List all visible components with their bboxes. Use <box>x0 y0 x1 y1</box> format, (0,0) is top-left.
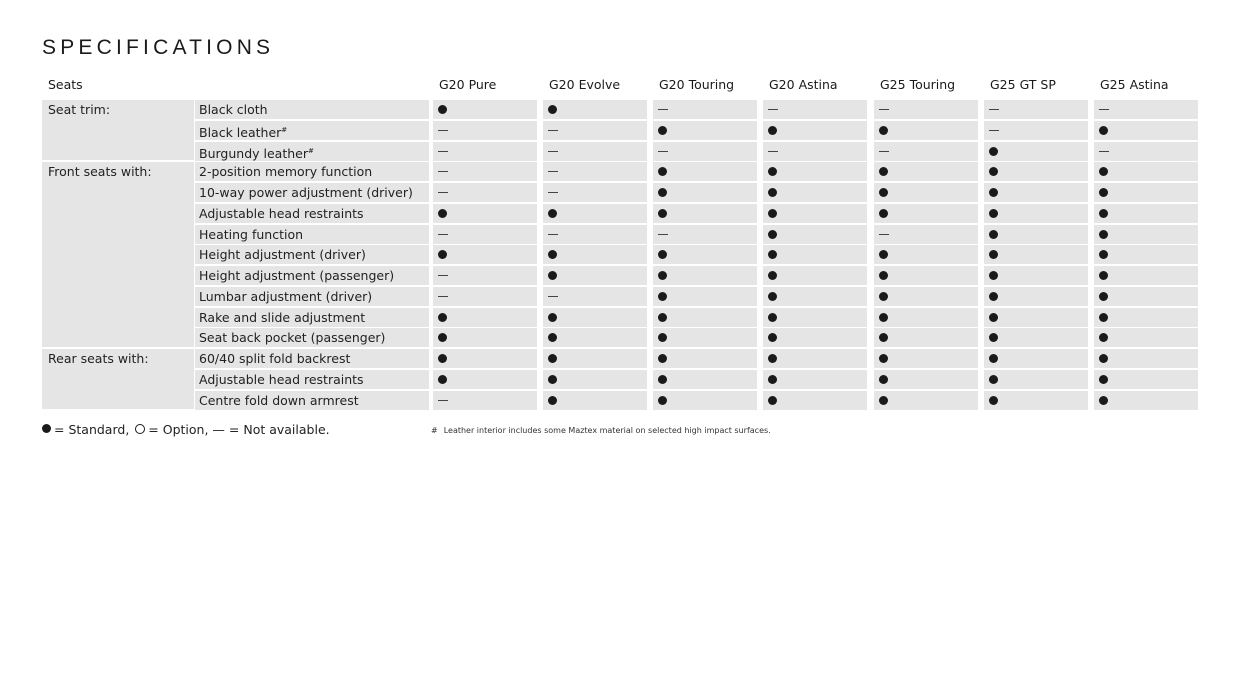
standard-dot-icon <box>768 230 777 239</box>
value-cell <box>653 391 757 410</box>
column-header: G20 Astina <box>769 77 838 92</box>
not-available-dash-icon <box>658 151 668 152</box>
column-header: G20 Evolve <box>549 77 621 92</box>
value-cell <box>433 308 537 327</box>
value-cell <box>763 183 867 202</box>
not-available-dash-icon <box>1099 109 1109 110</box>
footnote <box>431 425 771 437</box>
legend-na-symbol: — <box>212 422 225 437</box>
standard-dot-icon <box>548 209 557 218</box>
table-row <box>42 328 1204 347</box>
table-row <box>42 287 1204 306</box>
legend-standard: = Standard, <box>54 422 130 437</box>
value-cell <box>874 287 978 306</box>
standard-dot-icon <box>879 209 888 218</box>
not-available-dash-icon <box>548 234 558 235</box>
value-cell <box>1094 121 1198 140</box>
standard-dot-icon <box>658 188 667 197</box>
standard-dot-icon <box>989 250 998 259</box>
standard-dot-icon <box>1099 209 1108 218</box>
value-cell <box>874 204 978 223</box>
column-header: G20 Touring <box>659 77 735 92</box>
not-available-dash-icon <box>438 275 448 276</box>
value-cell <box>874 162 978 181</box>
not-available-dash-icon <box>768 109 778 110</box>
table-row <box>42 121 1204 140</box>
standard-dot-icon <box>879 126 888 135</box>
value-cell <box>433 100 537 119</box>
value-cell <box>1094 225 1198 244</box>
value-cell <box>1094 370 1198 389</box>
value-cell <box>763 308 867 327</box>
value-cell <box>984 266 1088 285</box>
value-cell <box>763 100 867 119</box>
value-cell <box>1094 308 1198 327</box>
table-row <box>42 204 1204 223</box>
standard-dot-icon <box>768 333 777 342</box>
value-cell <box>653 308 757 327</box>
footnote-mark: # <box>431 426 438 435</box>
standard-dot-icon <box>1099 375 1108 384</box>
value-cell <box>653 183 757 202</box>
standard-dot-icon <box>548 250 557 259</box>
table-row <box>42 142 1204 161</box>
standard-dot-icon <box>658 167 667 176</box>
value-cell <box>984 349 1088 368</box>
value-cell <box>543 370 647 389</box>
value-cell <box>543 162 647 181</box>
value-cell <box>763 225 867 244</box>
not-available-dash-icon <box>989 130 999 131</box>
standard-dot-icon <box>1099 354 1108 363</box>
standard-dot-icon <box>768 313 777 322</box>
value-cell <box>984 204 1088 223</box>
value-cell <box>653 266 757 285</box>
value-cell <box>874 349 978 368</box>
value-cell <box>984 100 1088 119</box>
value-cell <box>763 391 867 410</box>
standard-dot-icon <box>768 375 777 384</box>
standard-dot-icon <box>768 209 777 218</box>
standard-dot-icon <box>548 333 557 342</box>
column-header: G20 Pure <box>439 77 497 92</box>
value-cell <box>874 225 978 244</box>
table-header <box>42 76 1204 96</box>
not-available-dash-icon <box>548 130 558 131</box>
not-available-dash-icon <box>548 192 558 193</box>
value-cell <box>653 162 757 181</box>
standard-dot-icon <box>658 126 667 135</box>
standard-dot-icon <box>989 209 998 218</box>
standard-dot-icon <box>658 396 667 405</box>
standard-dot-icon <box>658 271 667 280</box>
not-available-dash-icon <box>879 151 889 152</box>
feature-label: Seat back pocket (passenger) <box>199 330 386 345</box>
standard-dot-icon <box>989 188 998 197</box>
value-cell <box>653 245 757 264</box>
standard-dot-icon <box>879 188 888 197</box>
standard-dot-icon <box>658 209 667 218</box>
standard-dot-icon <box>548 396 557 405</box>
standard-dot-icon <box>989 271 998 280</box>
standard-dot-icon <box>989 313 998 322</box>
table-row <box>42 162 1204 181</box>
group-label: Front seats with: <box>48 164 152 179</box>
feature-label: 10-way power adjustment (driver) <box>199 185 413 200</box>
value-cell <box>653 328 757 347</box>
standard-dot-icon <box>989 147 998 156</box>
value-cell <box>1094 391 1198 410</box>
feature-label: Centre fold down armrest <box>199 393 359 408</box>
value-cell <box>874 391 978 410</box>
standard-dot-icon <box>879 292 888 301</box>
not-available-dash-icon <box>438 171 448 172</box>
value-cell <box>763 370 867 389</box>
value-cell <box>984 121 1088 140</box>
standard-dot-icon <box>548 375 557 384</box>
value-cell <box>984 183 1088 202</box>
value-cell <box>763 328 867 347</box>
value-cell <box>763 287 867 306</box>
table-row <box>42 370 1204 389</box>
value-cell <box>543 287 647 306</box>
standard-dot-icon <box>768 271 777 280</box>
value-cell <box>874 328 978 347</box>
feature-label: 2-position memory function <box>199 164 373 179</box>
not-available-dash-icon <box>438 130 448 131</box>
standard-dot-icon <box>658 313 667 322</box>
feature-label: Adjustable head restraints <box>199 372 364 387</box>
legend-option: = Option, <box>148 422 209 437</box>
standard-dot-icon <box>658 250 667 259</box>
value-cell <box>984 287 1088 306</box>
value-cell <box>543 183 647 202</box>
value-cell <box>653 100 757 119</box>
value-cell <box>433 225 537 244</box>
value-cell <box>1094 142 1198 161</box>
standard-dot-icon <box>1099 167 1108 176</box>
not-available-dash-icon <box>658 234 668 235</box>
feature-label: Heating function <box>199 227 304 242</box>
standard-dot-icon <box>438 105 447 114</box>
standard-dot-icon <box>768 250 777 259</box>
not-available-dash-icon <box>548 296 558 297</box>
column-header: G25 Touring <box>880 77 956 92</box>
not-available-dash-icon <box>879 109 889 110</box>
standard-dot-icon <box>1099 396 1108 405</box>
standard-dot-icon <box>768 126 777 135</box>
value-cell <box>1094 204 1198 223</box>
standard-dot-icon <box>658 333 667 342</box>
not-available-dash-icon <box>438 296 448 297</box>
value-cell <box>433 121 537 140</box>
standard-dot-icon <box>42 424 51 433</box>
group-label: Rear seats with: <box>48 351 149 366</box>
value-cell <box>433 245 537 264</box>
value-cell <box>543 100 647 119</box>
standard-dot-icon <box>989 167 998 176</box>
value-cell <box>874 245 978 264</box>
standard-dot-icon <box>879 375 888 384</box>
standard-dot-icon <box>989 333 998 342</box>
value-cell <box>984 308 1088 327</box>
standard-dot-icon <box>1099 333 1108 342</box>
value-cell <box>1094 287 1198 306</box>
not-available-dash-icon <box>438 400 448 401</box>
not-available-dash-icon <box>438 192 448 193</box>
value-cell <box>543 245 647 264</box>
value-cell <box>433 266 537 285</box>
value-cell <box>433 183 537 202</box>
value-cell <box>984 142 1088 161</box>
not-available-dash-icon <box>989 109 999 110</box>
feature-label: Lumbar adjustment (driver) <box>199 289 373 304</box>
not-available-dash-icon <box>1099 151 1109 152</box>
table-row <box>42 100 1204 119</box>
option-circle-icon <box>135 424 145 434</box>
standard-dot-icon <box>768 292 777 301</box>
standard-dot-icon <box>438 209 447 218</box>
value-cell <box>763 204 867 223</box>
value-cell <box>543 349 647 368</box>
standard-dot-icon <box>1099 230 1108 239</box>
standard-dot-icon <box>989 292 998 301</box>
value-cell <box>543 266 647 285</box>
standard-dot-icon <box>879 396 888 405</box>
value-cell <box>543 391 647 410</box>
value-cell <box>543 121 647 140</box>
standard-dot-icon <box>768 188 777 197</box>
feature-label: Adjustable head restraints <box>199 206 364 221</box>
value-cell <box>653 349 757 368</box>
value-cell <box>1094 183 1198 202</box>
page-title: SPECIFICATIONS <box>42 36 275 59</box>
value-cell <box>874 370 978 389</box>
standard-dot-icon <box>989 375 998 384</box>
value-cell <box>984 370 1088 389</box>
value-cell <box>433 370 537 389</box>
table-row <box>42 245 1204 264</box>
not-available-dash-icon <box>879 234 889 235</box>
standard-dot-icon <box>989 230 998 239</box>
table-row <box>42 266 1204 285</box>
feature-label: Height adjustment (passenger) <box>199 268 395 283</box>
value-cell <box>874 142 978 161</box>
legend <box>42 421 330 439</box>
value-cell <box>653 142 757 161</box>
standard-dot-icon <box>879 271 888 280</box>
value-cell <box>984 225 1088 244</box>
standard-dot-icon <box>768 354 777 363</box>
table-row <box>42 183 1204 202</box>
value-cell <box>653 370 757 389</box>
value-cell <box>653 287 757 306</box>
value-cell <box>874 308 978 327</box>
value-cell <box>653 121 757 140</box>
standard-dot-icon <box>1099 188 1108 197</box>
standard-dot-icon <box>768 167 777 176</box>
standard-dot-icon <box>879 313 888 322</box>
standard-dot-icon <box>438 250 447 259</box>
standard-dot-icon <box>1099 313 1108 322</box>
value-cell <box>433 287 537 306</box>
table-row <box>42 308 1204 327</box>
feature-label: Black leather# <box>199 125 288 141</box>
feature-label: Height adjustment (driver) <box>199 247 366 262</box>
standard-dot-icon <box>548 105 557 114</box>
standard-dot-icon <box>879 333 888 342</box>
standard-dot-icon <box>1099 126 1108 135</box>
value-cell <box>543 142 647 161</box>
group-label: Seat trim: <box>48 102 111 117</box>
value-cell <box>984 162 1088 181</box>
value-cell <box>1094 162 1198 181</box>
section-label: Seats <box>48 77 83 92</box>
column-header: G25 GT SP <box>990 77 1056 92</box>
standard-dot-icon <box>438 313 447 322</box>
standard-dot-icon <box>438 375 447 384</box>
value-cell <box>763 245 867 264</box>
value-cell <box>874 266 978 285</box>
value-cell <box>433 328 537 347</box>
standard-dot-icon <box>658 375 667 384</box>
standard-dot-icon <box>658 354 667 363</box>
value-cell <box>543 308 647 327</box>
value-cell <box>874 100 978 119</box>
value-cell <box>433 391 537 410</box>
standard-dot-icon <box>989 354 998 363</box>
not-available-dash-icon <box>438 234 448 235</box>
value-cell <box>653 225 757 244</box>
not-available-dash-icon <box>658 109 668 110</box>
value-cell <box>763 266 867 285</box>
value-cell <box>763 162 867 181</box>
standard-dot-icon <box>548 271 557 280</box>
standard-dot-icon <box>658 292 667 301</box>
not-available-dash-icon <box>438 151 448 152</box>
standard-dot-icon <box>879 250 888 259</box>
value-cell <box>763 121 867 140</box>
table-row <box>42 349 1204 368</box>
value-cell <box>874 121 978 140</box>
standard-dot-icon <box>1099 250 1108 259</box>
feature-label: 60/40 split fold backrest <box>199 351 351 366</box>
standard-dot-icon <box>768 396 777 405</box>
value-cell <box>1094 328 1198 347</box>
value-cell <box>433 204 537 223</box>
value-cell <box>874 183 978 202</box>
value-cell <box>543 204 647 223</box>
standard-dot-icon <box>1099 271 1108 280</box>
value-cell <box>984 328 1088 347</box>
legend-na: = Not available. <box>228 422 330 437</box>
value-cell <box>1094 100 1198 119</box>
value-cell <box>1094 349 1198 368</box>
value-cell <box>543 328 647 347</box>
value-cell <box>1094 266 1198 285</box>
value-cell <box>984 391 1088 410</box>
value-cell <box>543 225 647 244</box>
standard-dot-icon <box>548 354 557 363</box>
not-available-dash-icon <box>548 171 558 172</box>
not-available-dash-icon <box>768 151 778 152</box>
standard-dot-icon <box>989 396 998 405</box>
value-cell <box>433 142 537 161</box>
value-cell <box>433 162 537 181</box>
not-available-dash-icon <box>548 151 558 152</box>
table-row <box>42 391 1204 410</box>
standard-dot-icon <box>879 354 888 363</box>
value-cell <box>653 204 757 223</box>
footnote-text: Leather interior includes some Maztex material on selected high impact surfaces. <box>443 426 771 435</box>
standard-dot-icon <box>438 354 447 363</box>
value-cell <box>984 245 1088 264</box>
standard-dot-icon <box>438 333 447 342</box>
value-cell <box>1094 245 1198 264</box>
table-row <box>42 225 1204 244</box>
column-header: G25 Astina <box>1100 77 1169 92</box>
value-cell <box>433 349 537 368</box>
feature-label: Burgundy leather# <box>199 146 314 162</box>
value-cell <box>763 142 867 161</box>
feature-label: Rake and slide adjustment <box>199 310 366 325</box>
standard-dot-icon <box>548 313 557 322</box>
feature-label: Black cloth <box>199 102 268 117</box>
value-cell <box>763 349 867 368</box>
standard-dot-icon <box>879 167 888 176</box>
standard-dot-icon <box>1099 292 1108 301</box>
